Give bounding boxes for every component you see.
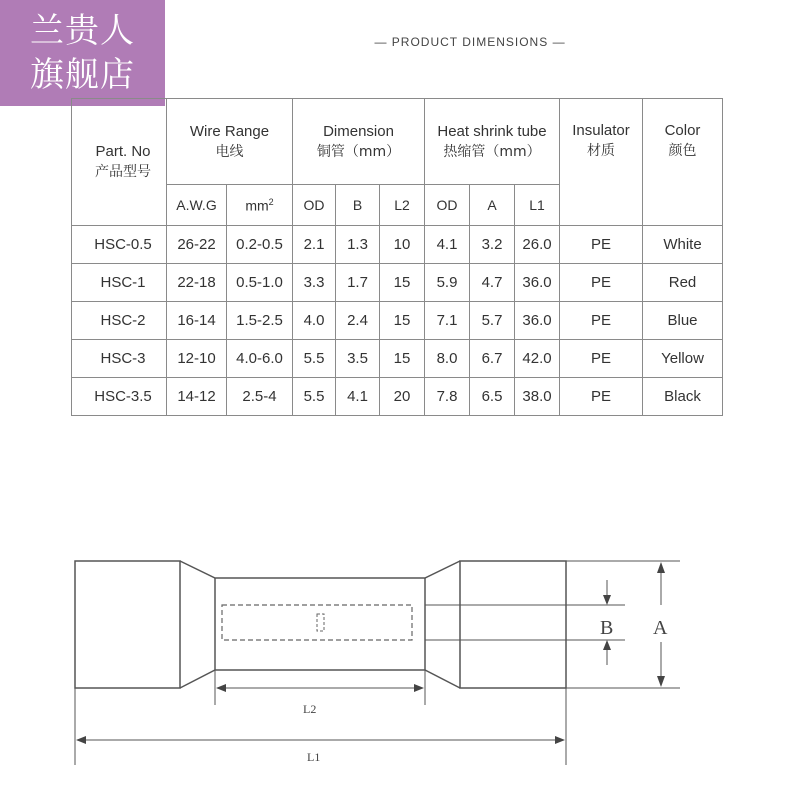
cell-l2: 15 [380,264,425,302]
table-row [72,302,723,340]
cell-color: Red [643,264,723,302]
cell-mm2: 2.5-4 [227,378,293,416]
connector-outline [75,561,566,688]
cell-b: 1.3 [336,226,380,264]
center-stop-mark [317,614,324,631]
l2-arrow-right [414,684,424,692]
cell-awg: 26-22 [167,226,227,264]
subheader-a: A [470,185,515,226]
cell-color: Yellow [643,340,723,378]
cell-l1: 42.0 [515,340,560,378]
cell-part: HSC-1 [72,264,167,302]
cell-awg: 14-12 [167,378,227,416]
header-row [72,99,723,185]
cell-l2: 15 [380,302,425,340]
cell-part: HSC-0.5 [72,226,167,264]
label-b: B [600,617,614,639]
subheader-awg: A.W.G [167,185,227,226]
section-title: — PRODUCT DIMENSIONS — [374,35,566,49]
l1-arrow-right [555,736,565,744]
cell-od: 4.0 [293,302,336,340]
cell-a: 3.2 [470,226,515,264]
cell-b: 1.7 [336,264,380,302]
header-color: Color 颜色 [643,99,723,226]
copper-tube-dashed [222,605,412,640]
label-l2: L2 [303,702,317,716]
cell-mm2: 1.5-2.5 [227,302,293,340]
subheader-od: OD [293,185,336,226]
subheader-l1: L1 [515,185,560,226]
cell-mm2: 0.5-1.0 [227,264,293,302]
cell-l1: 36.0 [515,302,560,340]
label-a: A [653,617,668,639]
table-body [72,226,723,416]
cell-a: 4.7 [470,264,515,302]
dimension-l2 [215,670,425,705]
cell-awg: 16-14 [167,302,227,340]
subheader-od2: OD [425,185,470,226]
store-badge-line2: 旗舰店 [30,55,135,95]
cell-b: 4.1 [336,378,380,416]
cell-l1: 36.0 [515,264,560,302]
dimensions-table [71,98,723,416]
subheader-mm2: $mm^2$ [227,185,293,226]
cell-awg: 22-18 [167,264,227,302]
cell-color: White [643,226,723,264]
table-row [72,378,723,416]
cell-od2: 5.9 [425,264,470,302]
cell-insulator: PE [560,378,643,416]
cell-insulator: PE [560,226,643,264]
cell-part: HSC-2 [72,302,167,340]
cell-od: 5.5 [293,378,336,416]
cell-awg: 12-10 [167,340,227,378]
cell-od2: 4.1 [425,226,470,264]
l2-arrow-left [216,684,226,692]
cell-insulator: PE [560,340,643,378]
cell-b: 2.4 [336,302,380,340]
l1-arrow-left [76,736,86,744]
header-dimension: Dimension 铜管（mm） [293,99,425,185]
b-arrow-top [603,595,611,605]
table-row [72,340,723,378]
table-row [72,264,723,302]
subheader-l2: L2 [380,185,425,226]
header-heat-shrink: Heat shrink tube 热缩管（mm） [425,99,560,185]
header-part-no: Part. No 产品型号 [72,99,167,226]
cell-a: 6.7 [470,340,515,378]
header-wire-range: Wire Range 电线 [167,99,293,185]
cell-od2: 7.1 [425,302,470,340]
cell-l2: 10 [380,226,425,264]
store-badge [0,0,165,106]
subheader-b: B [336,185,380,226]
connector-drawing [0,520,800,800]
cell-od2: 8.0 [425,340,470,378]
cell-mm2: 4.0-6.0 [227,340,293,378]
cell-l2: 15 [380,340,425,378]
cell-od: 2.1 [293,226,336,264]
cell-color: Black [643,378,723,416]
cell-b: 3.5 [336,340,380,378]
cell-od2: 7.8 [425,378,470,416]
label-l1: L1 [307,750,321,764]
cell-a: 5.7 [470,302,515,340]
header-insulator: Insulator 材质 [560,99,643,226]
cell-color: Blue [643,302,723,340]
store-badge-line1: 兰贵人 [30,11,135,51]
cell-od: 5.5 [293,340,336,378]
cell-part: HSC-3.5 [72,378,167,416]
cell-part: HSC-3 [72,340,167,378]
cell-od: 3.3 [293,264,336,302]
cell-insulator: PE [560,264,643,302]
a-arrow-bottom [657,676,665,687]
cell-l2: 20 [380,378,425,416]
cell-a: 6.5 [470,378,515,416]
table-row [72,226,723,264]
cell-insulator: PE [560,302,643,340]
a-arrow-top [657,562,665,573]
dimension-l1 [75,688,566,765]
cell-mm2: 0.2-0.5 [227,226,293,264]
b-arrow-bottom [603,640,611,650]
cell-l1: 38.0 [515,378,560,416]
cell-l1: 26.0 [515,226,560,264]
dimension-b [425,580,625,665]
